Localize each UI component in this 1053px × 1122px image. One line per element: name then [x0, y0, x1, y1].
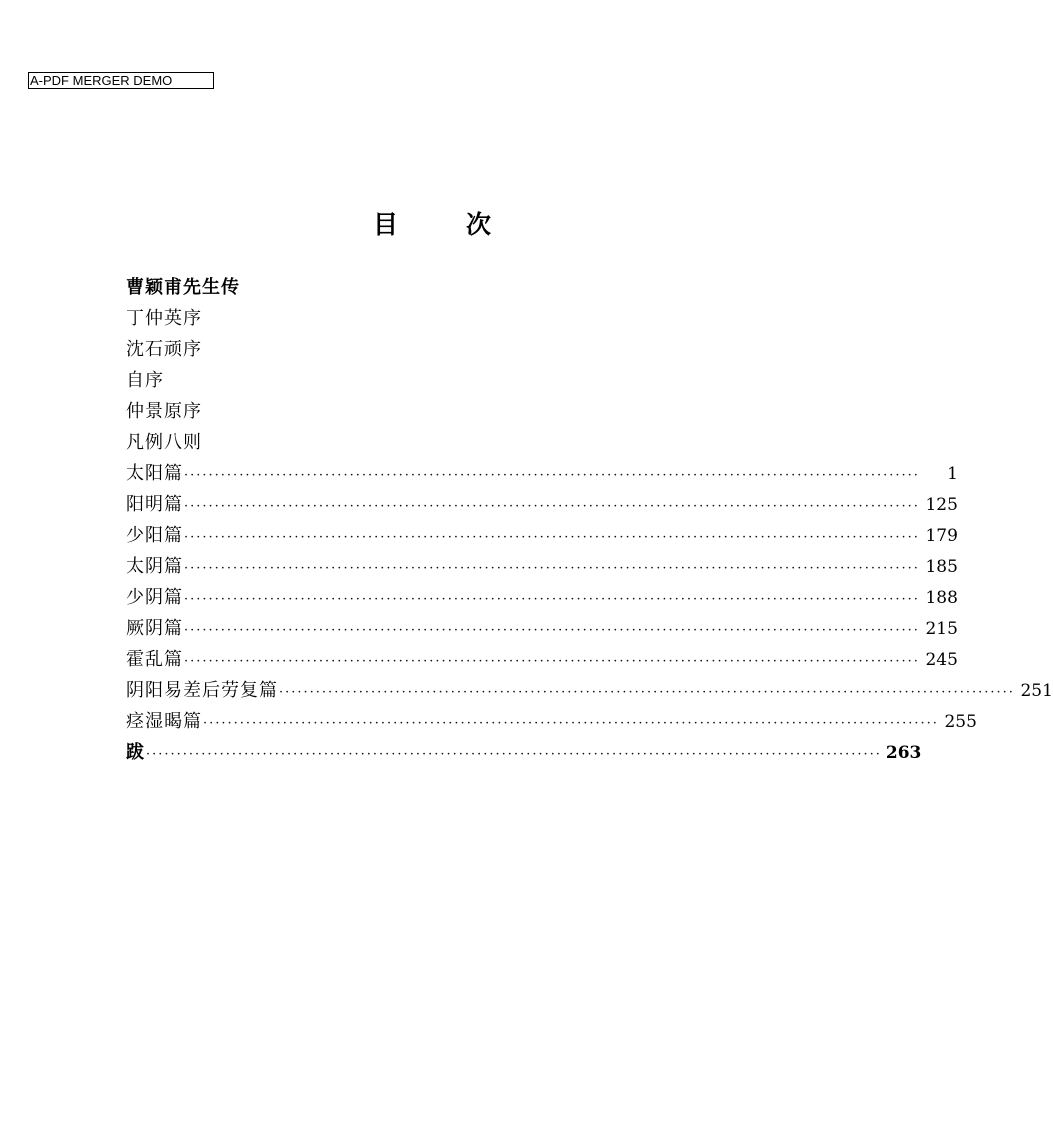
toc-entry-jueyin[interactable]: [126, 613, 958, 644]
dot-leader: ························································································································: [184, 592, 920, 607]
toc-entry-label: 痉湿暍篇: [126, 711, 202, 732]
dot-leader: ························································································································: [184, 561, 920, 576]
dot-leader: ························································································································: [279, 685, 1015, 700]
dot-leader: ························································································································: [184, 654, 920, 669]
toc-entry-page-number: 1: [947, 464, 958, 484]
dot-leader: ························································································································: [184, 468, 920, 483]
toc-entry-label: 沈石顽序: [126, 339, 202, 360]
toc-entry-page-number: 188: [925, 588, 958, 608]
toc-entry-label: 厥阴篇: [126, 618, 183, 639]
toc-entry-label: 霍乱篇: [126, 649, 183, 670]
toc-entry-label: 曹颖甫先生传: [126, 277, 240, 298]
dot-leader: ························································································································: [184, 623, 920, 638]
toc-entry-page-number: 255: [944, 712, 977, 732]
toc-entry-label: 阳明篇: [126, 494, 183, 515]
toc-entry-page-number: 251: [1020, 681, 1053, 701]
toc-entry-author-preface[interactable]: [126, 365, 740, 396]
toc-entry-label: 丁仲英序: [126, 308, 202, 329]
page-title: [0, 207, 866, 243]
toc-entry-label: 太阴篇: [126, 556, 183, 577]
toc-entry-jingshiye[interactable]: [126, 706, 977, 737]
watermark-label: A-PDF MERGER DEMO: [28, 72, 214, 89]
toc-entry-label: 跋: [126, 742, 145, 763]
dot-leader: ························································································································: [203, 716, 939, 731]
title-char-1: 目: [373, 210, 399, 239]
toc-entry-biography[interactable]: [126, 272, 740, 303]
toc-entry-yangming[interactable]: [126, 489, 958, 520]
toc-entry-shaoyang[interactable]: [126, 520, 958, 551]
toc-entry-label: 少阴篇: [126, 587, 183, 608]
toc-entry-page-number: 215: [925, 619, 958, 639]
dot-leader: ························································································································: [146, 747, 882, 762]
dot-leader: ························································································································: [184, 499, 920, 514]
toc-entry-label: 阴阳易差后劳复篇: [126, 680, 278, 701]
toc-entry-label: 太阳篇: [126, 463, 183, 484]
toc-entry-page-number: 185: [925, 557, 958, 577]
toc-entry-original-preface[interactable]: [126, 396, 740, 427]
toc-entry-postscript[interactable]: [126, 737, 922, 768]
toc-entry-label: 自序: [126, 370, 164, 391]
toc-entry-yinyangyi[interactable]: [126, 675, 1053, 706]
toc-entry-page-number: 245: [925, 650, 958, 670]
toc-entry-page-number: 263: [885, 743, 922, 763]
toc-entry-preface-shen[interactable]: [126, 334, 740, 365]
toc-entry-label: 仲景原序: [126, 401, 202, 422]
toc-entry-label: 凡例八则: [126, 432, 202, 453]
toc-entry-label: 少阳篇: [126, 525, 183, 546]
toc-entry-page-number: 125: [925, 495, 958, 515]
table-of-contents: [126, 272, 1053, 768]
dot-leader: ························································································································: [184, 530, 920, 545]
toc-entry-guidelines[interactable]: [126, 427, 740, 458]
toc-entry-taiyin[interactable]: [126, 551, 958, 582]
toc-entry-shaoyin[interactable]: [126, 582, 958, 613]
toc-entry-huoluan[interactable]: [126, 644, 958, 675]
title-char-2: 次: [466, 210, 492, 239]
toc-entry-taiyang[interactable]: [126, 458, 958, 489]
toc-entry-preface-ding[interactable]: [126, 303, 740, 334]
toc-entry-page-number: 179: [925, 526, 958, 546]
